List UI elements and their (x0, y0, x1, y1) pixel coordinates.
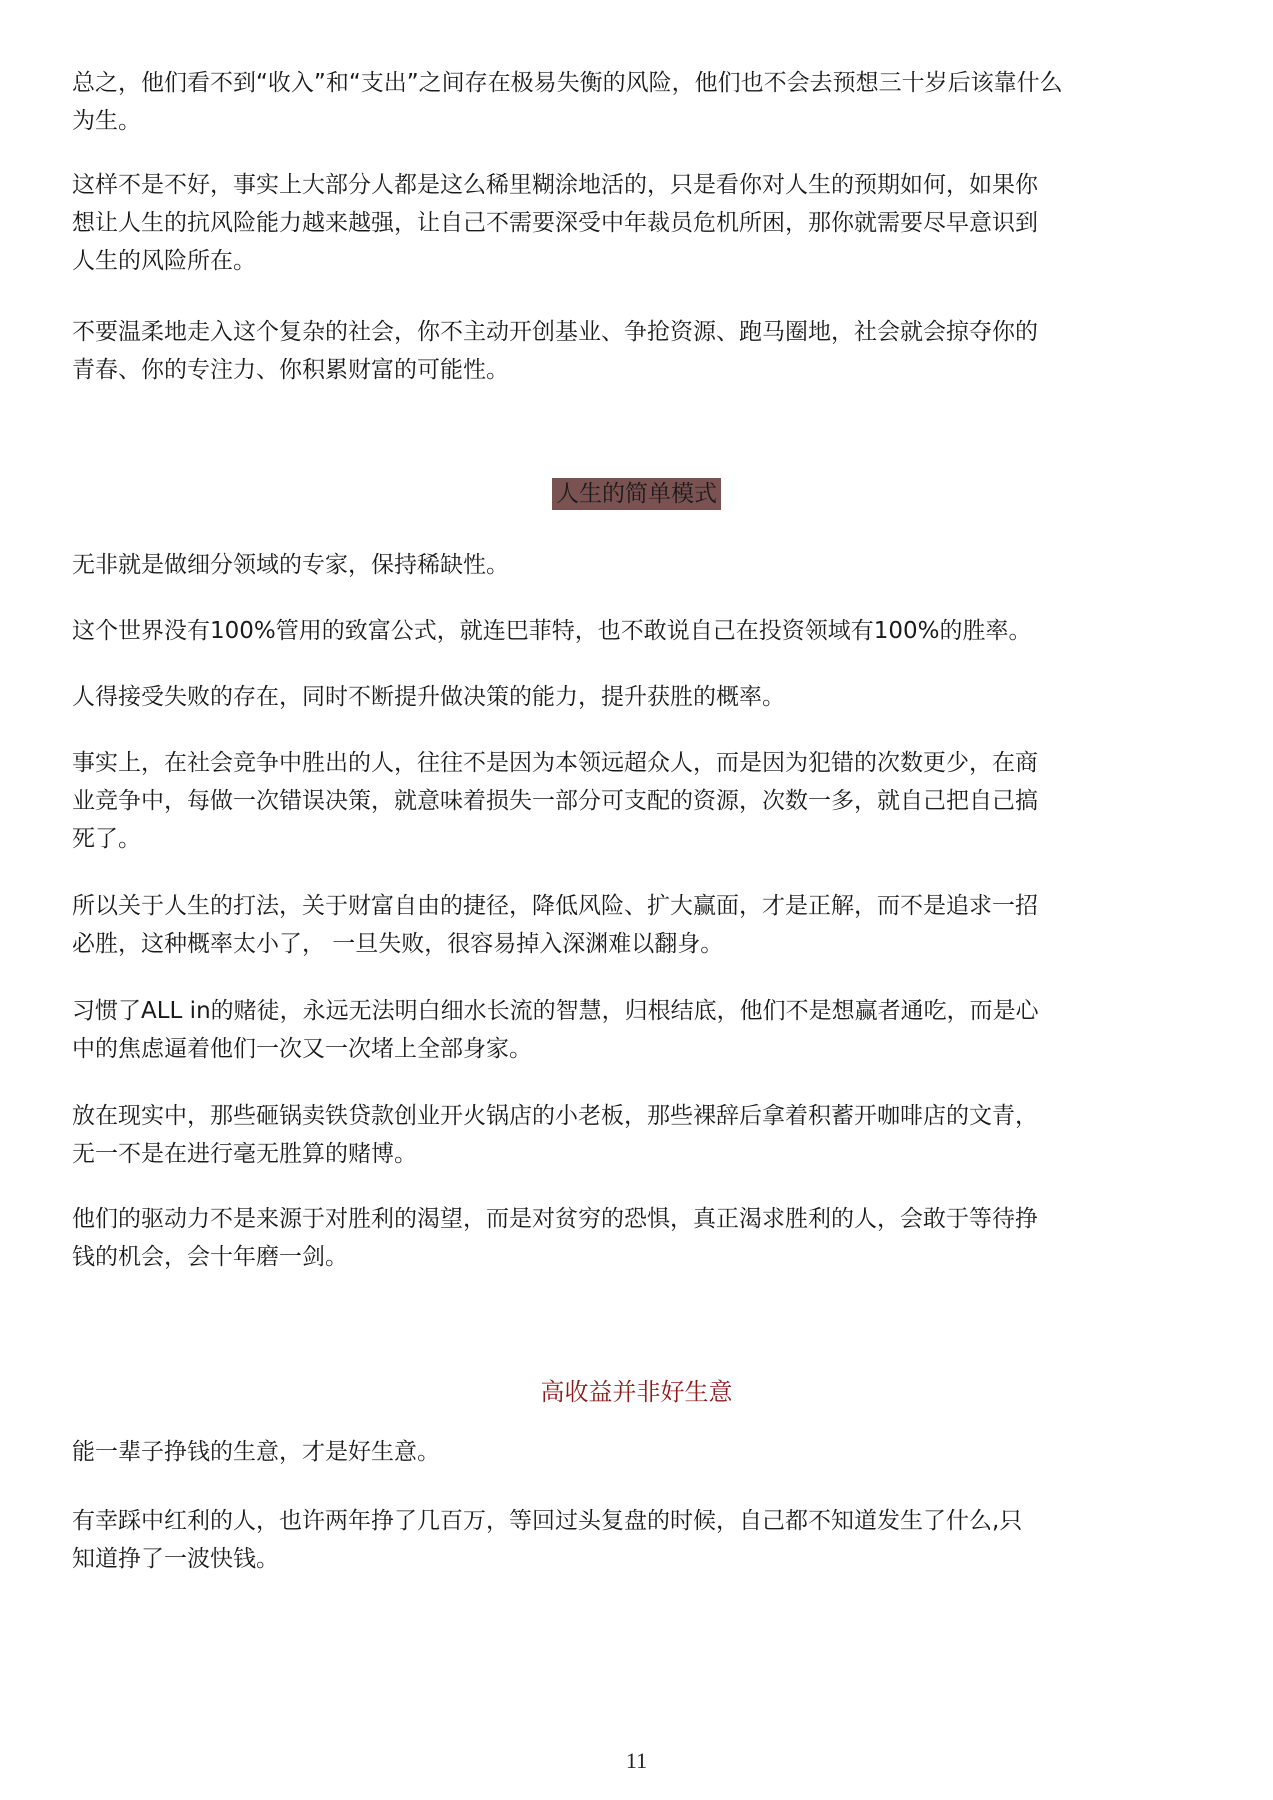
paragraph-line: 死了。 (72, 826, 141, 852)
section-heading-text: 高收益并非好生意 (540, 1378, 733, 1406)
paragraph-line: 中的焦虑逼着他们一次又一次堵上全部身家。 (72, 1036, 532, 1062)
paragraph-line: 能一辈子挣钱的生意，才是好生意。 (72, 1439, 440, 1465)
paragraph (72, 1433, 1212, 1471)
paragraph-line: 这样不是不好，事实上大部分人都是这么稀里糊涂地活的，只是看你对人生的预期如何，如果你 (72, 172, 1038, 198)
paragraph (72, 166, 1212, 280)
paragraph-line: 放在现实中，那些砸锅卖铁贷款创业开火锅店的小老板，那些裸辞后拿着积蓄开咖啡店的文青， (72, 1103, 1038, 1129)
paragraph-line: 必胜，这种概率太小了， 一旦失败，很容易掉入深渊难以翻身。 (72, 931, 724, 957)
paragraph-line: 人生的风险所在。 (72, 248, 256, 274)
paragraph-line: 他们的驱动力不是来源于对胜利的渴望，而是对贫穷的恐惧，真正渴求胜利的人，会敢于等待挣 (72, 1206, 1038, 1232)
paragraph-line: 青春、你的专注力、你积累财富的可能性。 (72, 357, 509, 383)
section-heading (0, 1374, 1273, 1410)
paragraph-line: 知道挣了一波快钱。 (72, 1546, 279, 1572)
paragraph-line: 想让人生的抗风险能力越来越强，让自己不需要深受中年裁员危机所困，那你就需要尽早意识到 (72, 210, 1038, 236)
paragraph-line: 习惯了ALL in的赌徒，永远无法明白细水长流的智慧，归根结底，他们不是想赢者通吃，而是心 (72, 998, 1039, 1024)
section-heading (0, 478, 1273, 510)
paragraph (72, 612, 1212, 650)
paragraph-line: 无一不是在进行毫无胜算的赌博。 (72, 1141, 417, 1167)
paragraph (72, 313, 1212, 389)
paragraph-line: 总之，他们看不到“收入”和“支出”之间存在极易失衡的风险，他们也不会去预想三十岁后该靠什么 (72, 70, 1063, 96)
paragraph (72, 678, 1212, 716)
paragraph (72, 992, 1212, 1068)
paragraph (72, 546, 1212, 584)
paragraph-line: 人得接受失败的存在，同时不断提升做决策的能力，提升获胜的概率。 (72, 684, 785, 710)
page-number: 11 (625, 1748, 648, 1773)
paragraph (72, 1097, 1212, 1173)
paragraph (72, 1502, 1212, 1578)
paragraph (72, 744, 1212, 858)
paragraph-line: 不要温柔地走入这个复杂的社会，你不主动开创基业、争抢资源、跑马圈地，社会就会掠夺你的 (72, 319, 1038, 345)
paragraph-line: 无非就是做细分领域的专家，保持稀缺性。 (72, 552, 509, 578)
paragraph (72, 887, 1212, 963)
section-heading-text: 人生的简单模式 (552, 478, 721, 510)
paragraph-line: 这个世界没有100%管用的致富公式，就连巴菲特，也不敢说自己在投资领域有100%的胜率。 (72, 618, 1032, 644)
paragraph-line: 有幸踩中红利的人，也许两年挣了几百万，等回过头复盘的时候，自己都不知道发生了什么,只 (72, 1508, 1023, 1534)
paragraph-line: 钱的机会，会十年磨一剑。 (72, 1244, 348, 1270)
paragraph (72, 1200, 1212, 1276)
paragraph-line: 为生。 (72, 108, 141, 134)
paragraph-line: 业竞争中，每做一次错误决策，就意味着损失一部分可支配的资源，次数一多，就自己把自己搞 (72, 788, 1038, 814)
paragraph (72, 64, 1212, 140)
paragraph-line: 事实上，在社会竞争中胜出的人，往往不是因为本领远超众人，而是因为犯错的次数更少，在商 (72, 750, 1038, 776)
paragraph-line: 所以关于人生的打法，关于财富自由的捷径，降低风险、扩大赢面，才是正解，而不是追求一招 (72, 893, 1038, 919)
